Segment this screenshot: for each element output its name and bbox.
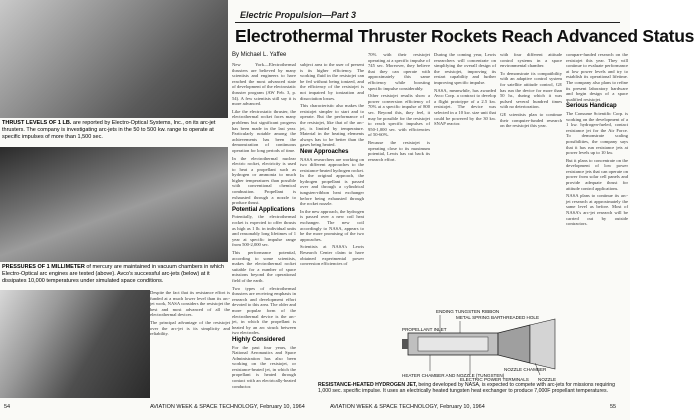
body-paragraph: In the new approach, the hydrogen is passed over a new coil heat exchanger. The new coil accordingly to NASA, appears to be the more promising of the two approaches. bbox=[300, 208, 364, 242]
body-paragraph: NASA plans to continue its arc-jet research at approximately the same level as before. Most of NASA's arc-jet research will be carried out by outside contractors. bbox=[566, 193, 628, 227]
text-column-2 bbox=[300, 62, 364, 362]
body-paragraph: The principal advantage of the resistojet over the arc-jet is its simplicity and reliability. bbox=[150, 319, 230, 337]
diagram-label: METAL SPRING BAR bbox=[456, 315, 501, 320]
diagram-label: ELECTRIC POWER TERMINALS bbox=[460, 377, 529, 382]
body-paragraph: The Consume Scientific Corp. is working on the development of a 1 kw. hydrogen-fueled, contact resistance jet for the Air Force. To demonstrate scaling possibilities, the company says that it has run resistance jets at power levels up to 10 kw. bbox=[566, 110, 628, 156]
diagram-label: ENDING TUNGSTEN RIBBON bbox=[436, 309, 500, 314]
body-paragraph: For the past four years, the National Aeronautics and Space Administration has also been working on the resistojet, or resistance-heated jet, in which the propellant is heated through contact with an electrically-heated conductor. bbox=[232, 344, 296, 389]
page-number-left: 54 bbox=[4, 404, 11, 410]
body-paragraph: subject area to the user of present is its higher efficiency. The working fluid in the resistojet can be fed without being ionized, and the efficiency of the resistojet is not impaired by ionization and dissociation losses. bbox=[300, 62, 364, 101]
section-heading: Serious Handicap bbox=[566, 103, 617, 110]
text-column-6 bbox=[566, 52, 628, 362]
photo-caption-2 bbox=[2, 264, 226, 285]
kicker-rule bbox=[235, 22, 620, 23]
body-paragraph: But it plans to concentrate on the development of low power resistance jets that can operate on power from solar cell panels and provide adequate thrust for attitude control applications. bbox=[566, 157, 628, 191]
diagram-label: NOZZLE CHAMBER bbox=[504, 367, 547, 372]
propellant-inlet-shape bbox=[402, 339, 408, 349]
body-paragraph: GE scientists plan to continue their computer-funded research on the resistojet this year. bbox=[500, 111, 562, 129]
body-paragraph: Like the electrostatic thruster, the electrothermal rocket faces many problems but significant progress has been made in the last year. Particularly notable among the achievements has been the demonstration of continuous operation for long periods of time. bbox=[232, 108, 296, 153]
body-paragraph: New York—Electrothermal thrusters are believed by many scientists and engineers to have reached the most advanced state of development of the electrostatic thruster program (AW Feb. 3, p. 54). A few scientists still say it is more advanced. bbox=[232, 62, 296, 107]
running-footer-right: AVIATION WEEK & SPACE TECHNOLOGY, February 10, 1964 bbox=[330, 404, 485, 410]
body-paragraph: with four different attitude control systems in a space environmental chamber. bbox=[500, 52, 562, 69]
body-paragraph: Two types of electrothermal thrusters are receiving emphasis in research and development effort devoted to this area. The older and more popular form of the electrothermal device is the arc-jet, in which the propellant is heated by an arc struck between two electrodes. bbox=[232, 285, 296, 336]
body-paragraph: NASA researchers are working on two different approaches to the resistance-heated hydrogen rocket. In the original approach, the hydrogen propellant is passed over and through a cylindrical tungsten-ribbon heat exchanger before being exhausted through the rocket nozzle. bbox=[300, 156, 364, 207]
article-headline: Electrothermal Thruster Rockets Reach Advanced Status bbox=[235, 26, 694, 46]
body-paragraph: This characteristic also makes the resistojet simpler to start and to operate. But the performance of the resistojet, like that of the arc-jet, is limited by temperature. Material in the heating elements always has to be better than the gases being heated. bbox=[300, 103, 364, 148]
photo-caption-2-lead: PRESSURES OF 1 MILLIMETER bbox=[2, 264, 85, 270]
photo-caption-1 bbox=[2, 120, 226, 141]
body-paragraph: 70% with their resistojet operating at a specific impulse of 745 sec. Moreover, they believe that they can operate with approximately this same efficiency while boosting specific impulse considerably. bbox=[368, 52, 430, 91]
photo-caption-1-lead: THRUST LEVELS OF 1 LB. bbox=[2, 120, 72, 126]
resistojet-diagram bbox=[400, 305, 565, 383]
text-column-1 bbox=[232, 62, 296, 389]
body-paragraph: Scientists at NASA's Lewis Research Center claim to have obtained experimental power conversion efficiencies of bbox=[300, 244, 364, 267]
body-paragraph: During the coming year, Lewis researchers will concentrate on simplifying the overall design of the resistojet, improving its restart capability and further improving specific impulse. bbox=[434, 52, 496, 85]
body-paragraph: This performance potential, according to some scientists, makes the electrothermal rocket suitable for a number of space missions beyond the operational field of the earth. bbox=[232, 250, 296, 283]
diagram-label: HEATER CHAMBER AND NOZZLE (TUNGSTEN) bbox=[402, 373, 505, 378]
text-column-4 bbox=[434, 52, 496, 182]
body-paragraph: Other resistojet results show a power conversion efficiency of 70% at a specific impulse of 800 sec. Beyond this, they feel, it may be possible for the resistojet to reach specific impulses of 950-1,000 sec. with efficiencies of 50-60%. bbox=[368, 93, 430, 138]
text-column-5 bbox=[500, 52, 562, 182]
arc-jet-thruster-photo bbox=[0, 0, 228, 118]
page-number-right: 55 bbox=[610, 404, 617, 410]
technicians-photo bbox=[0, 290, 150, 398]
section-heading: Potential Applications bbox=[232, 206, 295, 213]
photo-caption-2-text: of mercury are maintained in vacuum chambers in which Electro-Optical arc engines are tested (above). Avco's successful arc-jets (below) at it dissipates 10,000 temperatures under simulated space conditions. bbox=[2, 264, 224, 284]
diagram-label: PROPELLANT INLET bbox=[402, 327, 447, 332]
diagram-caption-lead: RESISTANCE-HEATED HYDROGEN JET, bbox=[318, 382, 417, 388]
diagram-label: NOZZLE bbox=[538, 377, 557, 382]
running-footer-left: AVIATION WEEK & SPACE TECHNOLOGY, February 10, 1964 bbox=[150, 404, 305, 410]
section-heading: Highly Considered bbox=[232, 336, 286, 343]
body-paragraph: NASA, meanwhile, has awarded Avco Corp. a contract to develop a flight prototype of a 2.5 kw. resistojet. The device was selected in a 10 kw. size unit that could be powered by the 30 kw. SNAP reactor. bbox=[434, 87, 496, 127]
nozzle-exit-shape bbox=[530, 319, 555, 369]
body-paragraph: To demonstrate its compatibility with an adaptive control system for satellite attitude control, GE has run the device for more than 50 hr., during which it was pulsed several hundred times with no deterioration. bbox=[500, 70, 562, 110]
nozzle-shape bbox=[498, 325, 530, 363]
heat-exchanger-shape bbox=[418, 337, 488, 351]
diagram-caption-text: being developed by NASA, is expected to compete with arc-jets for missions requiring 1,000 sec. specific impulse. It uses an electrically heated tungsten heat exchanger to produce 7,000F propellant temperatures. bbox=[318, 382, 616, 395]
text-column-lower bbox=[150, 290, 230, 385]
vacuum-chamber-photo bbox=[0, 147, 228, 262]
photo-caption-1-text: are reported by Electro-Optical Systems, Inc., on its arc-jet thrusters. The company is investigating arc-jets in the 50 to 500 kw. range to operate at specific impulses of more than 1,500 sec. bbox=[2, 120, 216, 140]
body-paragraph: Because the resistojet is operating close to its maximum potential, Lewis has cut back its research effort. bbox=[368, 139, 430, 162]
body-paragraph: Potentially, the electrothermal rocket is expected to offer thrusts as high as 1 lb. in individual units and reasonably long lifetimes of 1 year at specific impulse range from 500-2,000 sec. bbox=[232, 214, 296, 248]
body-paragraph: Despite the fact that its resistance effort is funded at a much lower level than its arc-jet work, NASA considers the resistojet the best and most advanced of all the electrothermal devices. bbox=[150, 290, 230, 318]
section-heading: New Approaches bbox=[300, 148, 349, 155]
text-column-3 bbox=[368, 52, 430, 182]
section-kicker: Electric Propulsion—Part 3 bbox=[240, 10, 357, 20]
body-paragraph: compare-funded research on the resistojet this year. They will continue to evaluate performance at low power levels and try to establish its operational lifetime. The company also plans to refine its present laboratory hardware and begin design of a space qualified resistojet. bbox=[566, 52, 628, 102]
article-byline: By Michael L. Yaffee bbox=[232, 52, 287, 58]
diagram-caption bbox=[318, 382, 628, 395]
diagram-label: THREADED HOLE bbox=[500, 315, 540, 320]
body-paragraph: In the electrothermal nuclear electric rocket, electricity is used to heat a propellant such as hydrogen or ammonia to much higher temperatures than possible with conventional chemical combustion. Propellant is exhausted through a nozzle to produce thrust. bbox=[232, 155, 296, 206]
